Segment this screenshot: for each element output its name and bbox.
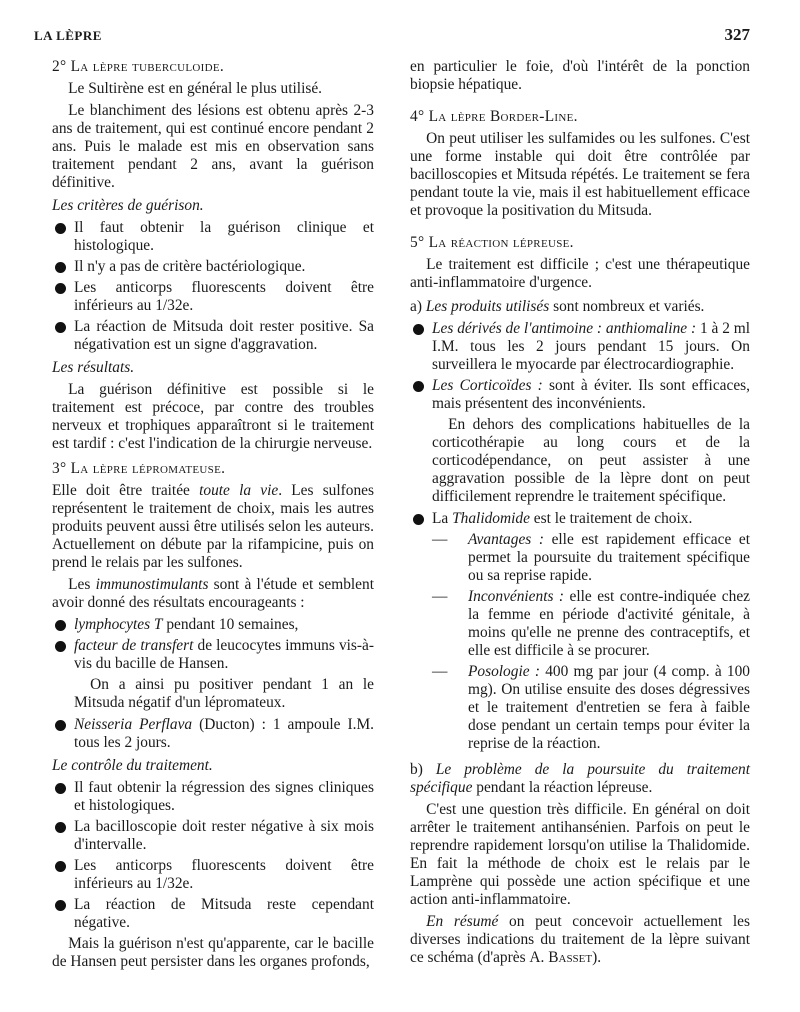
bullet-icon	[55, 861, 66, 872]
dash-marker: —	[432, 588, 448, 605]
right-column	[410, 58, 750, 971]
bullet-icon	[55, 720, 66, 731]
produits-list	[410, 320, 750, 413]
list-item: — Inconvénients : elle est contre-indiquée chez la femme en période d'activité génitale, à moins qu'elle ne prenne des contraceptifs, et elle est difficile à se procurer.	[432, 588, 750, 659]
section-title-border-line: 4° La lèpre Border-Line.	[410, 108, 578, 125]
immunostimulants-list	[52, 616, 374, 673]
bullet-icon	[55, 822, 66, 833]
list-item: Les dérivés de l'antimoine : anthiomaline : 1 à 2 ml I.M. tous les 2 jours pendant 15 jours. On surveillera le myocarde par électrocardiographie.	[410, 320, 750, 374]
bullet-icon	[413, 514, 424, 525]
paragraph: Le Sultirène est en général le plus utilisé.	[68, 80, 323, 97]
running-title: LA LÈPRE	[34, 28, 102, 43]
bullet-icon	[55, 900, 66, 911]
subsection-a: a) Les produits utilisés sont nombreux et variés.	[410, 298, 705, 315]
paragraph: en particulier le foie, d'où l'intérêt de la ponction biopsie hépatique.	[410, 58, 750, 93]
section-title-tuberculoide: 2° La lèpre tuberculoide.	[52, 58, 225, 75]
paragraph: Les immunostimulants sont à l'étude et semblent avoir donné des résultats encourageants :	[52, 576, 374, 611]
subsection-title-resultats: Les résultats.	[52, 359, 135, 376]
bullet-icon	[55, 641, 66, 652]
list-item: — Avantages : elle est rapidement efficace et permet la poursuite du traitement spécifique ou sa reprise rapide.	[432, 531, 750, 584]
list-item: La Thalidomide est le traitement de choix.	[410, 510, 750, 528]
subsection-title-controle: Le contrôle du traitement.	[52, 757, 213, 774]
paragraph: Le blanchiment des lésions est obtenu après 2-3 ans de traitement, qui est continué encore pendant 2 ans. Puis le malade est mis en observation sans traitement pendant 2 ans, avant la guérison définitive.	[52, 102, 374, 191]
bullet-icon	[55, 783, 66, 794]
paragraph: On peut utiliser les sulfamides ou les sulfones. C'est une forme instable qui doit être contrôlée par bacilloscopies et Mitsuda répétés. Le traitement se fera pendant toute la vie, mais il est habituellement efficace et provoque la positivation du Mitsuda.	[410, 130, 750, 219]
bullet-icon	[413, 381, 424, 392]
subsection-title-criteres: Les critères de guérison.	[52, 197, 204, 214]
paragraph: Mais la guérison n'est qu'apparente, car le bacille de Hansen peut persister dans les organes profonds,	[52, 935, 374, 970]
criteres-list	[52, 219, 374, 354]
list-item: facteur de transfert de leucocytes immuns vis-à-vis du bacille de Hansen.	[52, 637, 374, 673]
dash-marker: —	[432, 531, 448, 548]
left-column	[52, 58, 374, 975]
paragraph: On a ainsi pu positiver pendant 1 an le Mitsuda négatif d'un lépromateux.	[74, 676, 374, 711]
section-title-reaction: 5° La réaction lépreuse.	[410, 234, 574, 251]
paragraph: La guérison définitive est possible si le traitement est précoce, par contre des troubles nerveux et trophiques apparaîtront si le traitement est tardif : c'est l'indication de la chirurgie nerveuse.	[52, 381, 374, 452]
dash-marker: —	[432, 663, 448, 680]
paragraph: C'est une question très difficile. En général on doit arrêter le traitement antihansénien. Parfois on peut le reprendre rapidement lorsqu'on utilise la Thalidomide. En fait la méthode de choix est le relais par le Lamprène qui possède une action spécifique et une action anti-inflammatoire.	[410, 801, 750, 908]
list-item: La bacilloscopie doit rester négative à six mois d'intervalle.	[52, 818, 374, 854]
list-item: lymphocytes T pendant 10 semaines,	[52, 616, 374, 634]
list-item: Les anticorps fluorescents doivent être inférieurs au 1/32e.	[52, 857, 374, 893]
paragraph: Elle doit être traitée toute la vie. Les sulfones représentent le traitement de choix, mais les autres produits peuvent aussi être utilisés selon les auteurs. Actuellement on débute par la rifampicine, puis on prend le relais par les sulfones.	[52, 482, 374, 571]
bullet-icon	[55, 283, 66, 294]
produits-list-cont	[410, 510, 750, 528]
immunostimulants-list-cont	[52, 716, 374, 752]
paragraph: En résumé on peut concevoir actuellement les diverses indications du traitement de la lèpre suivant ce schéma (d'après A. Basset).	[410, 913, 750, 966]
list-item: Il n'y a pas de critère bactériologique.	[52, 258, 374, 276]
list-item: Les Corticoïdes : sont à éviter. Ils sont efficaces, mais présentent des inconvénients.	[410, 377, 750, 413]
paragraph: En dehors des complications habituelles de la corticothérapie au long cours et de la corticodépendance, on peut assister à une aggravation possible de la lèpre dont on peut difficilement reprendre le traitement spécifique.	[432, 416, 750, 505]
list-item: Neisseria Perflava (Ducton) : 1 ampoule I.M. tous les 2 jours.	[52, 716, 374, 752]
page-number: 327	[724, 25, 750, 44]
bullet-icon	[55, 223, 66, 234]
section-title-lepromateuse: 3° La lèpre lépromateuse.	[52, 460, 226, 477]
bullet-icon	[55, 262, 66, 273]
bullet-icon	[413, 324, 424, 335]
list-item: La réaction de Mitsuda reste cependant négative.	[52, 896, 374, 932]
paragraph: Le traitement est difficile ; c'est une thérapeutique anti-inflammatoire d'urgence.	[410, 256, 750, 291]
bullet-icon	[55, 322, 66, 333]
bullet-icon	[55, 620, 66, 631]
list-item: — Posologie : 400 mg par jour (4 comp. à 100 mg). On utilise ensuite des doses dégressives et le traitement d'entretien se fera à faible dose pendant un certain temps pour éviter la reprise de la réaction.	[432, 663, 751, 752]
subsection-b: b) Le problème de la poursuite du traitement spécifique pendant la réaction lépreuse.	[410, 761, 750, 796]
thalidomide-list	[432, 531, 750, 753]
controle-list	[52, 779, 374, 932]
list-item: Il faut obtenir la guérison clinique et histologique.	[52, 219, 374, 255]
list-item: La réaction de Mitsuda doit rester positive. Sa négativation est un signe d'aggravation.	[52, 318, 374, 354]
list-item: Les anticorps fluorescents doivent être inférieurs au 1/32e.	[52, 279, 374, 315]
page-header	[34, 26, 750, 46]
list-item: Il faut obtenir la régression des signes cliniques et histologiques.	[52, 779, 374, 815]
